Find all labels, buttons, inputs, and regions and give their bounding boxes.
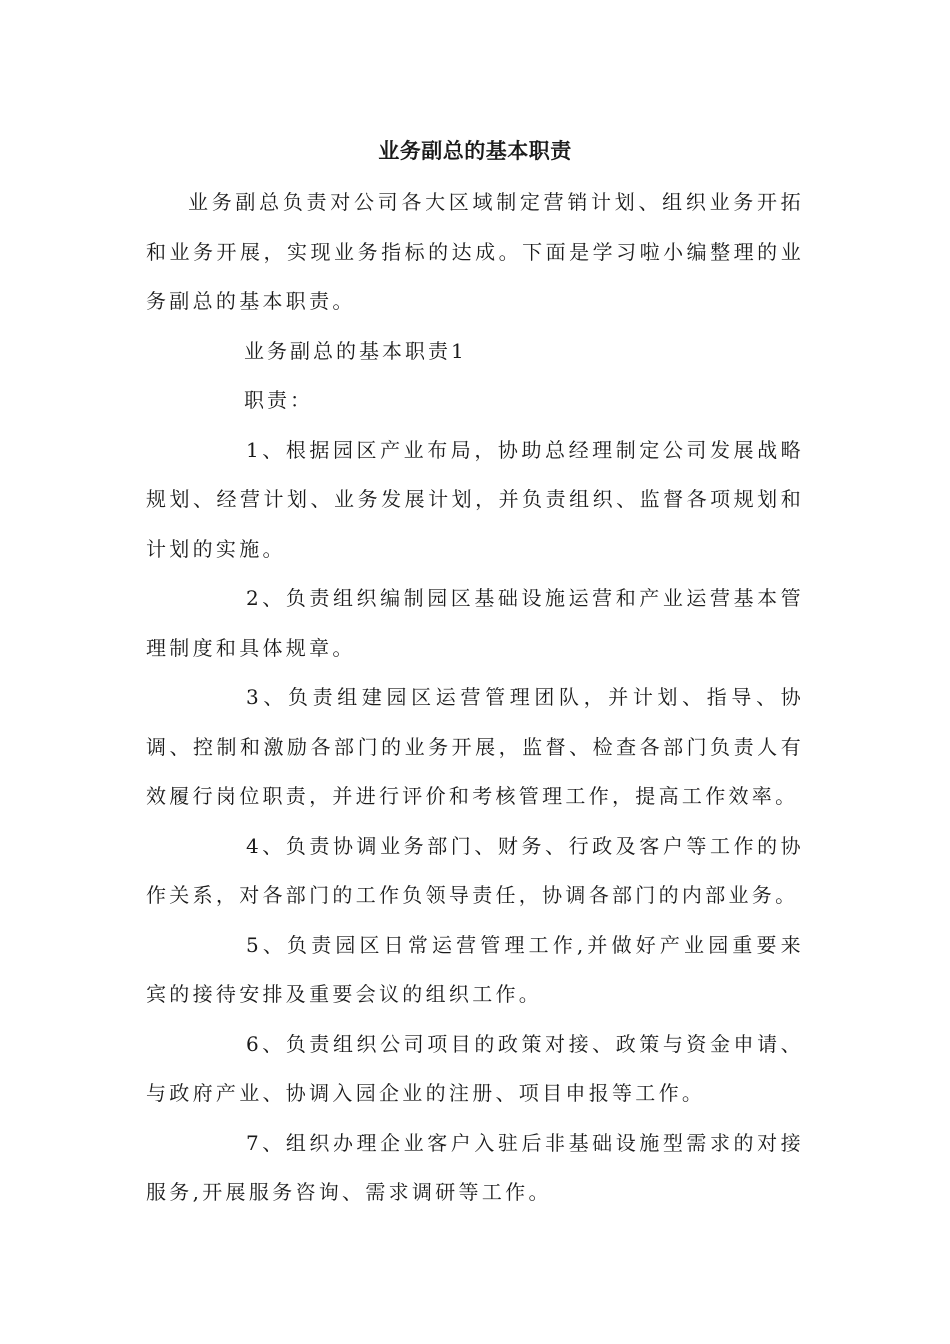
duty-item-6: 6、负责组织公司项目的政策对接、政策与资金申请、与政府产业、协调入园企业的注册、项目申报等工作。 — [146, 1031, 804, 1105]
intro-paragraph: 业务副总负责对公司各大区域制定营销计划、组织业务开拓和业务开展，实现业务指标的达成。下面是学习啦小编整理的业务副总的基本职责。 — [146, 190, 804, 313]
duty-item-7: 7、组织办理企业客户入驻后非基础设施型需求的对接服务,开展服务咨询、需求调研等工作。 — [146, 1130, 804, 1204]
document-title: 业务副总的基本职责 — [378, 139, 572, 163]
duty-item-1: 1、根据园区产业布局，协助总经理制定公司发展战略规划、经营计划、业务发展计划，并负责组织、监督各项规划和计划的实施。 — [146, 437, 804, 561]
duty-item-3: 3、负责组建园区运营管理团队，并计划、指导、协调、控制和激励各部门的业务开展，监督、检查各部门负责人有效履行岗位职责，并进行评价和考核管理工作，提高工作效率。 — [146, 685, 804, 808]
document-body — [146, 178, 804, 1218]
duties-label: 职责： — [244, 388, 313, 412]
duty-item-2: 2、负责组织编制园区基础设施运营和产业运营基本管理制度和具体规章。 — [146, 586, 804, 660]
duty-item-4: 4、负责协调业务部门、财务、行政及客户等工作的协作关系，对各部门的工作负领导责任，协调各部门的内部业务。 — [146, 833, 804, 907]
duty-item-5: 5、负责园区日常运营管理工作,并做好产业园重要来宾的接待安排及重要会议的组织工作。 — [146, 932, 804, 1006]
section-heading: 业务副总的基本职责1 — [244, 338, 467, 363]
